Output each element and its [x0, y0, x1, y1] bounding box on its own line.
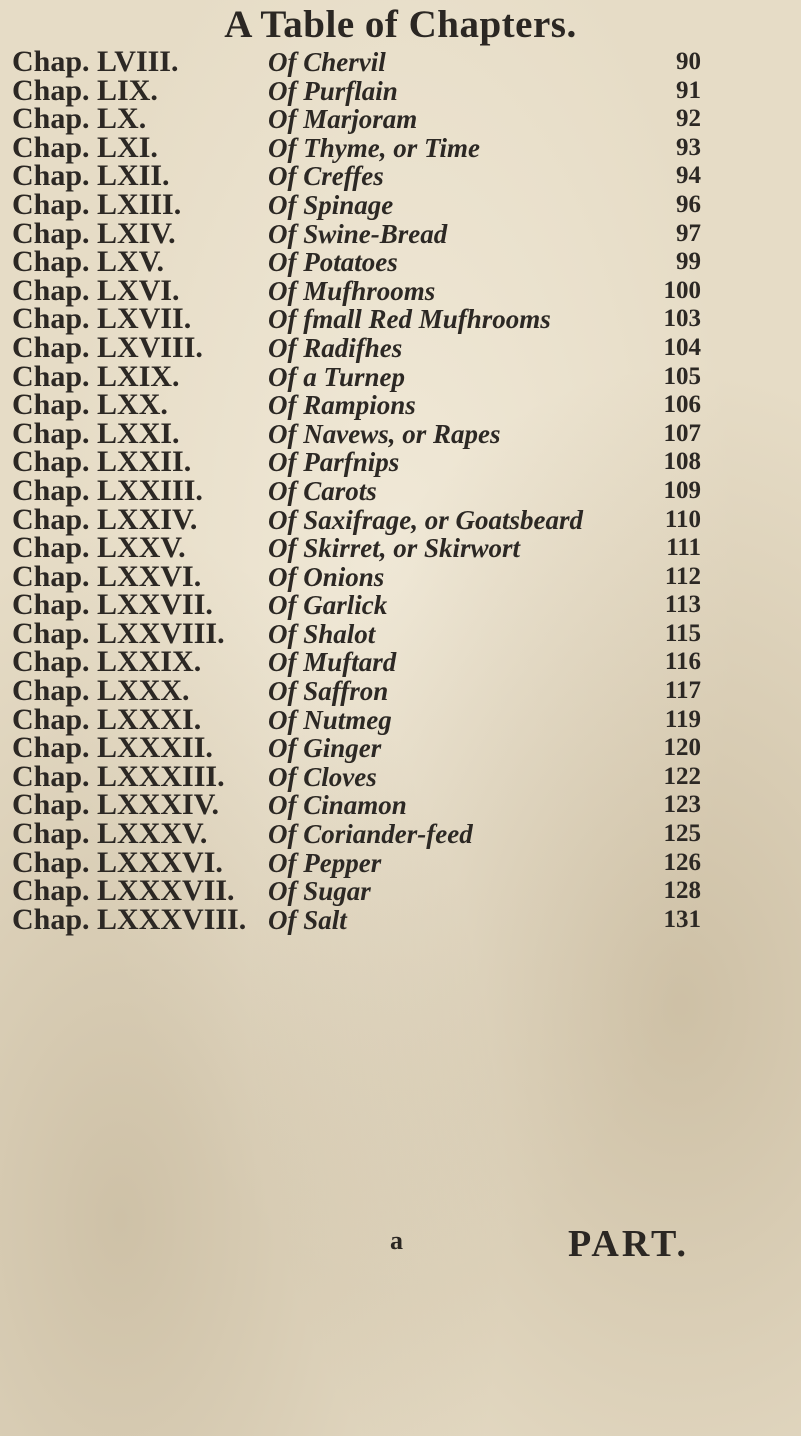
page-number: 109 — [663, 476, 701, 504]
page-number: 123 — [663, 791, 701, 819]
chapter-row — [0, 330, 801, 364]
page-number: 107 — [663, 419, 701, 447]
chapter-number: Chap. LVIII. — [12, 45, 179, 78]
chapter-row — [0, 702, 801, 736]
chapter-row — [0, 359, 801, 393]
chapter-title: Of Marjoram — [268, 104, 418, 135]
chapter-title: Of Salt — [268, 904, 347, 935]
chapter-title: Of Mufhrooms — [268, 275, 436, 306]
page-number: 115 — [664, 619, 701, 647]
page-number: 106 — [663, 391, 701, 419]
page-number: 119 — [664, 705, 701, 733]
chapter-title: Of Shalot — [268, 618, 376, 649]
chapter-row — [0, 102, 801, 136]
chapter-title: Of Saxifrage, or Goatsbeard — [268, 504, 583, 535]
chapter-number: Chap. LXXIII. — [12, 473, 203, 507]
page-number: 131 — [663, 905, 701, 933]
chapter-title: Of Coriander-feed — [268, 819, 473, 850]
page-title: A Table of Chapters. — [224, 3, 577, 46]
chapter-row — [0, 130, 801, 164]
page-number: 104 — [663, 333, 701, 361]
chapter-number: Chap. LXIX. — [12, 359, 180, 393]
page-number: 92 — [676, 105, 701, 133]
chapter-number: Chap. LXXIX. — [12, 645, 202, 679]
page-number: 122 — [663, 762, 701, 790]
chapter-row — [0, 559, 801, 593]
chapter-row — [0, 159, 801, 193]
chapter-number: Chap. LXXVI. — [12, 559, 202, 593]
chapter-title: Of Cinamon — [268, 790, 407, 821]
chapter-title: Of Parfnips — [268, 447, 400, 478]
page-number: 91 — [676, 76, 701, 104]
chapter-title: Of Creffes — [268, 161, 384, 192]
chapter-row — [0, 445, 801, 479]
chapter-row — [0, 502, 801, 536]
chapter-row — [0, 216, 801, 250]
chapter-number: Chap. LXXVIII. — [12, 616, 225, 650]
chapter-title: Of Ginger — [268, 733, 382, 764]
chapter-row — [0, 817, 801, 851]
chapter-number: Chap. LXXXVIII. — [12, 902, 247, 936]
chapter-table — [0, 45, 801, 936]
chapter-row — [0, 845, 801, 879]
page-number: 117 — [664, 677, 701, 705]
chapter-number: Chap. LXXXIV. — [12, 788, 220, 822]
page-number: 110 — [664, 505, 701, 533]
chapter-row — [0, 616, 801, 650]
chapter-number: Chap. LXXX. — [12, 674, 190, 708]
chapter-row — [0, 874, 801, 908]
chapter-title: Of Spinage — [268, 189, 394, 220]
chapter-title: Of Onions — [268, 561, 385, 592]
page-number: 100 — [663, 276, 701, 304]
page-number: 99 — [676, 248, 701, 276]
chapter-title: Of Chervil — [268, 47, 386, 77]
page-number: 112 — [664, 562, 701, 590]
chapter-row — [0, 245, 801, 279]
chapter-row — [0, 674, 801, 708]
chapter-title: Of Sugar — [268, 876, 371, 907]
chapter-title: Of a Turnep — [268, 361, 406, 392]
page-number: 93 — [676, 133, 701, 161]
page-number: 97 — [676, 219, 701, 247]
chapter-title: Of fmall Red Mufhrooms — [268, 304, 551, 335]
chapter-row — [0, 473, 801, 507]
chapter-number: Chap. LXI. — [12, 130, 158, 164]
page-number: 128 — [663, 877, 701, 905]
chapter-row — [0, 45, 801, 78]
chapter-number: Chap. LXXVII. — [12, 588, 213, 622]
chapter-number: Chap. LXVI. — [12, 273, 180, 307]
chapter-title: Of Nutmeg — [268, 704, 392, 735]
chapter-number: Chap. LXXXVI. — [12, 845, 223, 879]
page-number: 125 — [663, 820, 701, 848]
page-number: 103 — [663, 305, 701, 333]
chapter-number: Chap. LXXXII. — [12, 731, 213, 765]
page-number: 120 — [663, 734, 701, 762]
chapter-title: Of Skirret, or Skirwort — [268, 533, 521, 564]
catchword: PART. — [568, 1223, 689, 1265]
chapter-row — [0, 731, 801, 765]
chapter-number: Chap. LXXII. — [12, 445, 192, 479]
chapter-title: Of Carots — [268, 475, 377, 506]
chapter-row — [0, 388, 801, 422]
chapter-title: Of Garlick — [268, 590, 388, 621]
page-number: 116 — [664, 648, 701, 676]
chapter-row — [0, 187, 801, 221]
chapter-number: Chap. LXXXV. — [12, 817, 208, 851]
chapter-row — [0, 73, 801, 107]
signature-mark: a — [390, 1226, 403, 1255]
chapter-number: Chap. LXXXIII. — [12, 759, 225, 793]
chapter-title: Of Muftard — [268, 647, 397, 678]
chapter-number: Chap. LXXXI. — [12, 702, 202, 736]
chapter-row — [0, 645, 801, 679]
chapter-title: Of Rampions — [268, 390, 416, 421]
chapter-row — [0, 531, 801, 565]
chapter-title: Of Potatoes — [268, 247, 398, 278]
page-number: 111 — [666, 534, 701, 562]
page-number: 90 — [676, 48, 701, 75]
chapter-title: Of Thyme, or Time — [268, 132, 480, 163]
chapter-number: Chap. LXII. — [12, 159, 170, 193]
page-number: 94 — [676, 162, 701, 190]
chapter-number: Chap. LXX. — [12, 388, 168, 422]
chapter-title: Of Pepper — [268, 847, 382, 878]
chapter-title: Of Navews, or Rapes — [268, 418, 501, 449]
chapter-row — [0, 302, 801, 336]
chapter-row — [0, 588, 801, 622]
chapter-number: Chap. LXIII. — [12, 187, 182, 221]
chapter-title: Of Swine-Bread — [268, 218, 448, 249]
chapter-number: Chap. LIX. — [12, 73, 158, 107]
chapter-number: Chap. LX. — [12, 102, 147, 136]
chapter-title: Of Cloves — [268, 761, 377, 792]
chapter-row — [0, 273, 801, 307]
page-number: 126 — [663, 848, 701, 876]
chapter-number: Chap. LXVIII. — [12, 330, 203, 364]
page-number: 113 — [664, 591, 701, 619]
page-number: 96 — [676, 190, 701, 218]
chapter-title: Of Saffron — [268, 676, 389, 707]
chapter-row — [0, 416, 801, 450]
chapter-title: Of Radifhes — [268, 332, 403, 363]
page-number: 108 — [663, 448, 701, 476]
chapter-number: Chap. LXXI. — [12, 416, 180, 450]
chapter-row — [0, 902, 801, 936]
chapter-number: Chap. LXXXVII. — [12, 874, 235, 908]
chapter-row — [0, 788, 801, 822]
chapter-number: Chap. LXXIV. — [12, 502, 198, 536]
chapter-number: Chap. LXIV. — [12, 216, 176, 250]
chapter-title: Of Purflain — [268, 75, 398, 106]
chapter-number: Chap. LXV. — [12, 245, 165, 279]
chapter-number: Chap. LXXV. — [12, 531, 186, 565]
chapter-number: Chap. LXVII. — [12, 302, 192, 336]
chapter-row — [0, 759, 801, 793]
page-number: 105 — [663, 362, 701, 390]
